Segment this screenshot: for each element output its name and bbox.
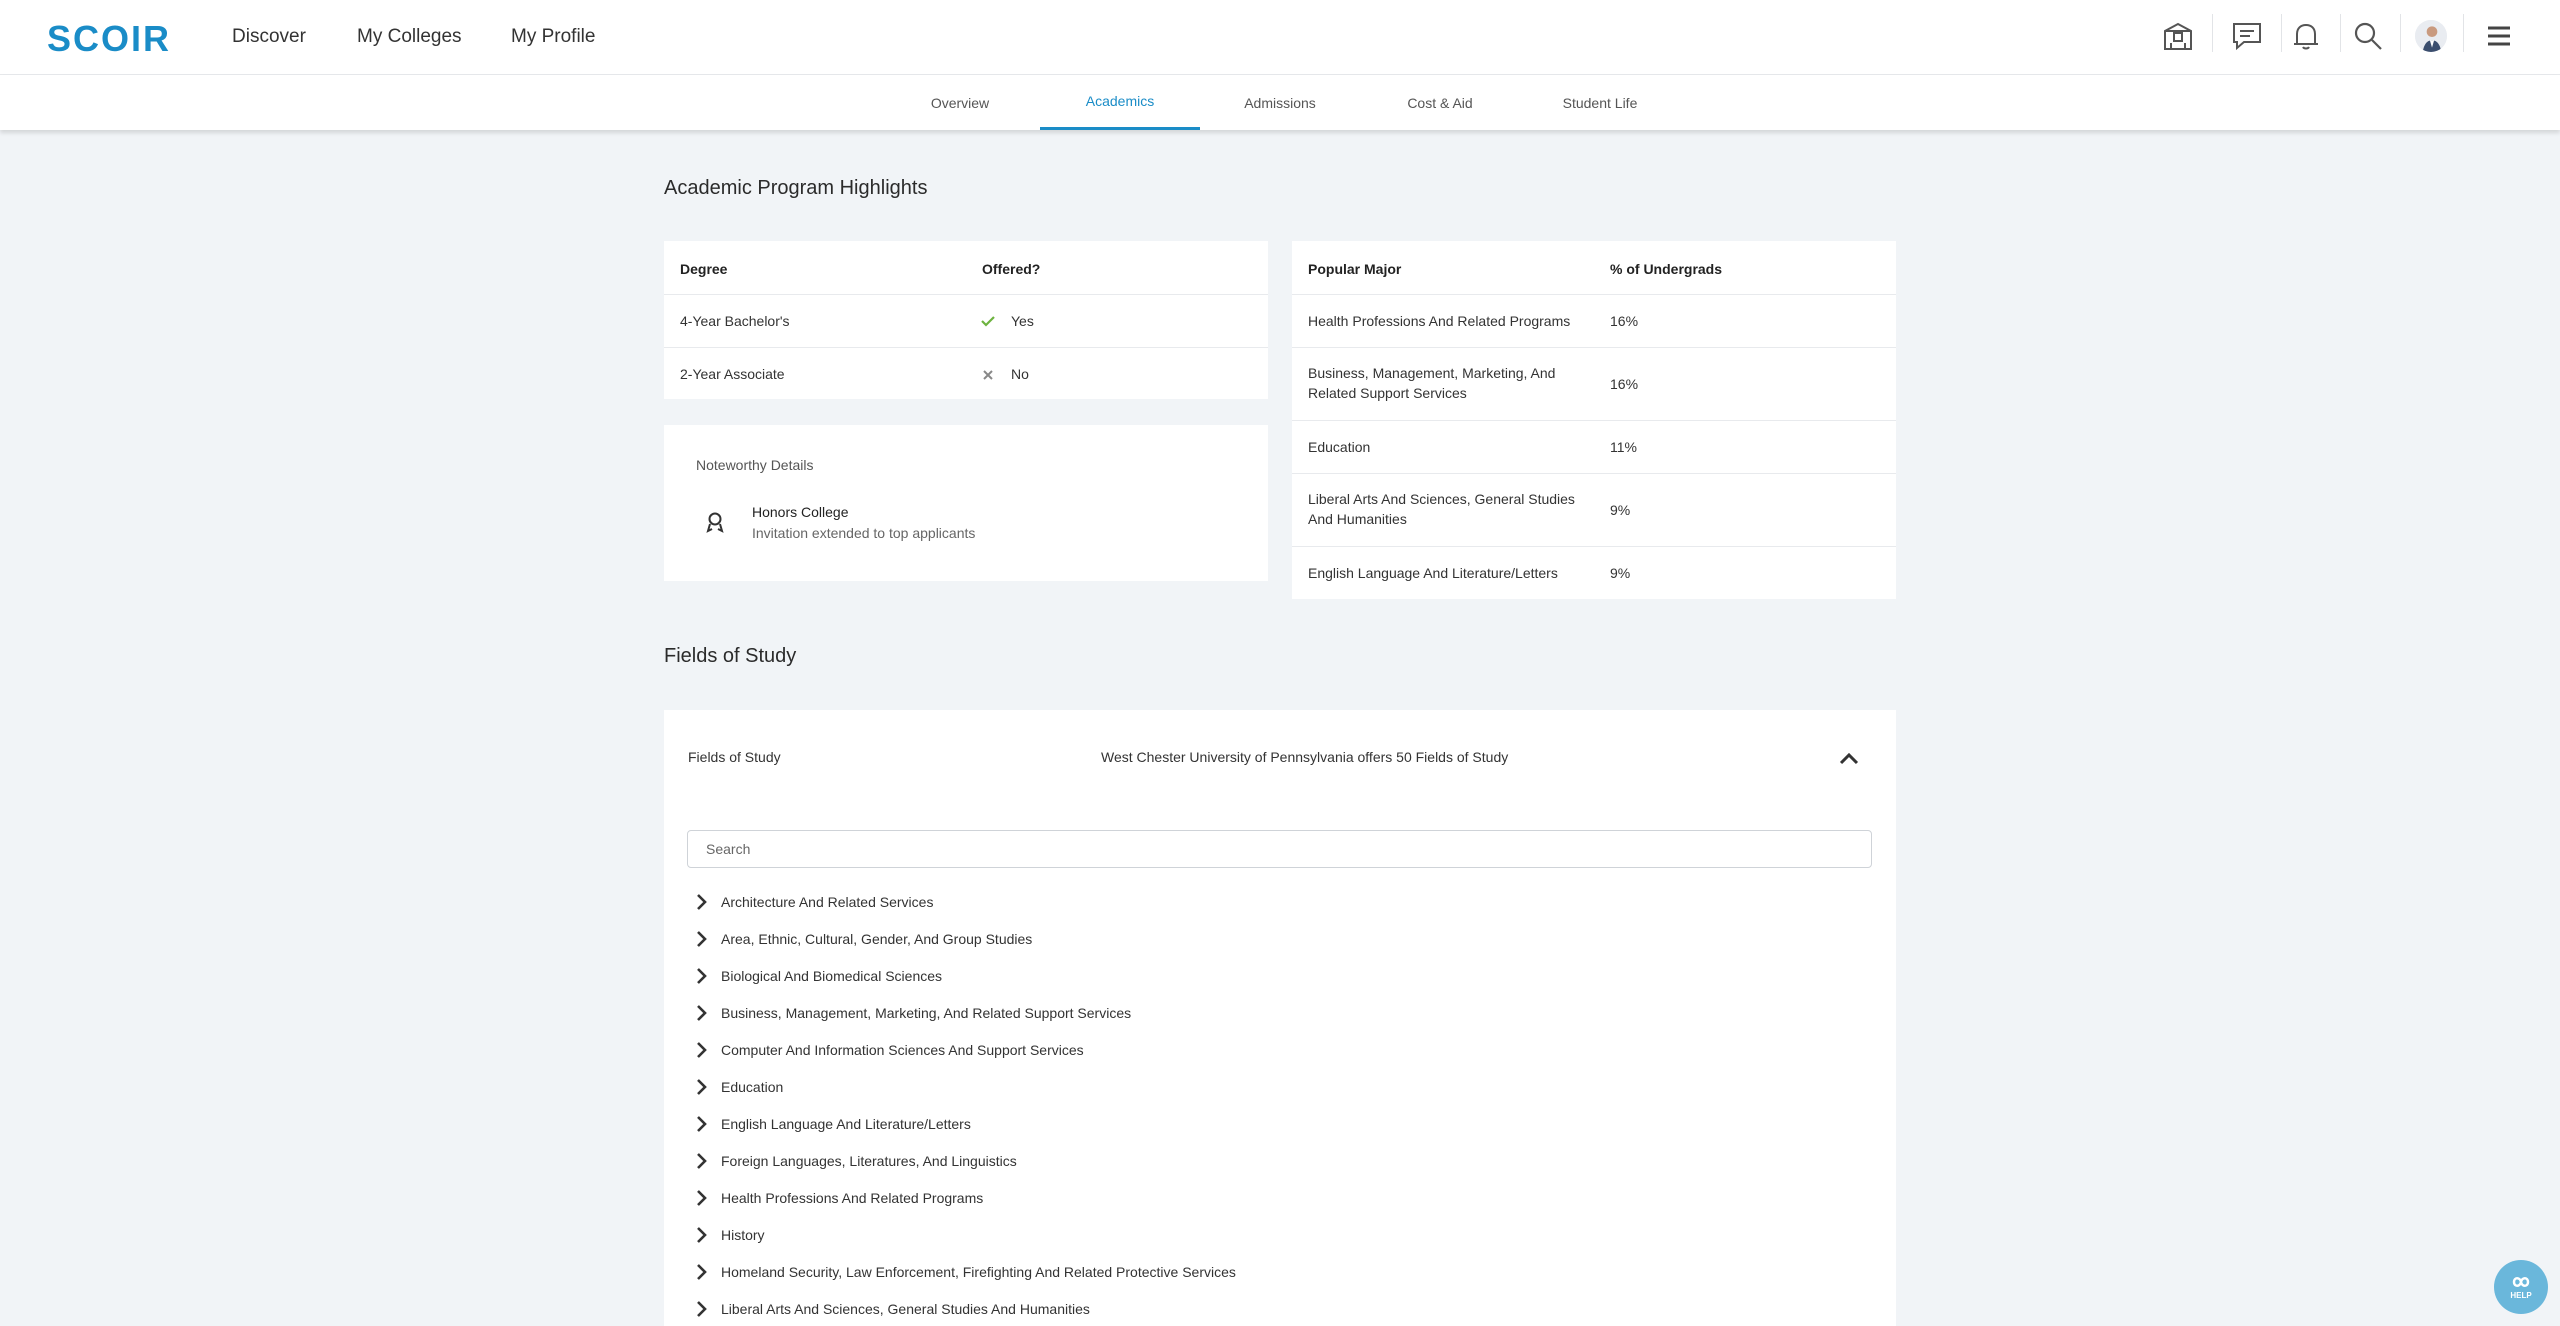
field-label: Foreign Languages, Literatures, And Linguistics <box>721 1153 1017 1169</box>
honors-college-title: Honors College <box>752 504 849 520</box>
degree-cell: 4-Year Bachelor's <box>680 313 790 329</box>
nav-my-profile[interactable]: My Profile <box>511 26 596 47</box>
field-label: Education <box>721 1079 784 1095</box>
check-icon <box>980 313 996 329</box>
avatar[interactable] <box>2409 14 2453 58</box>
table-header-row <box>664 241 1268 295</box>
table-row <box>664 348 1268 399</box>
help-button[interactable] <box>2494 1260 2548 1314</box>
list-item[interactable] <box>690 1257 1236 1287</box>
degree-table <box>664 241 1268 399</box>
chevron-right-icon <box>690 1224 712 1246</box>
chevron-right-icon <box>690 1002 712 1024</box>
chevron-right-icon <box>690 1298 712 1320</box>
field-label: Business, Management, Marketing, And Related Support Services <box>721 1005 1132 1021</box>
chevron-right-icon <box>690 1261 712 1283</box>
table-row <box>1292 547 1896 599</box>
nav-discover[interactable]: Discover <box>232 26 306 47</box>
field-label: Biological And Biomedical Sciences <box>721 968 943 984</box>
major-cell: Education <box>1308 439 1371 455</box>
scoir-logo[interactable]: SCOIR <box>47 18 172 59</box>
list-item[interactable] <box>690 1220 765 1250</box>
chat-icon[interactable] <box>2225 14 2269 58</box>
tab-cost-aid[interactable]: Cost & Aid <box>1407 94 1473 111</box>
chevron-up-icon[interactable] <box>1838 750 1860 766</box>
table-row <box>1292 348 1896 421</box>
major-cell: Liberal Arts And Sciences, General Studies <box>1308 491 1575 507</box>
list-item[interactable] <box>690 1146 1017 1176</box>
list-item[interactable] <box>690 1183 983 1213</box>
list-item[interactable] <box>690 961 942 991</box>
table-row <box>1292 421 1896 474</box>
list-item[interactable] <box>690 887 933 917</box>
highlights-title: Academic Program Highlights <box>664 177 928 199</box>
major-cell: English Language And Literature/Letters <box>1308 565 1558 581</box>
pct-cell: 9% <box>1610 565 1631 581</box>
chevron-right-icon <box>690 1039 712 1061</box>
section-tabs <box>0 75 2560 130</box>
fields-of-study-title: Fields of Study <box>664 645 797 667</box>
pct-undergrads-header: % of Undergrads <box>1610 261 1723 277</box>
list-item[interactable] <box>690 1072 783 1102</box>
chevron-right-icon <box>690 891 712 913</box>
list-item[interactable] <box>690 1294 1090 1324</box>
major-cell: Business, Management, Marketing, And <box>1308 365 1556 381</box>
award-icon <box>706 511 724 533</box>
top-header <box>0 0 2560 75</box>
field-label: History <box>721 1227 765 1243</box>
field-label: English Language And Literature/Letters <box>721 1116 971 1132</box>
list-item[interactable] <box>690 1109 971 1139</box>
tab-admissions[interactable]: Admissions <box>1244 94 1316 111</box>
offered-cell: Yes <box>1011 313 1034 329</box>
noteworthy-card <box>664 425 1268 581</box>
chevron-right-icon <box>690 928 712 950</box>
table-row <box>1292 295 1896 348</box>
popular-major-header: Popular Major <box>1308 261 1402 277</box>
fields-accordion-label: Fields of Study <box>688 749 781 765</box>
help-label: HELP <box>2510 1291 2532 1300</box>
nav-my-colleges[interactable]: My Colleges <box>357 26 462 47</box>
pct-cell: 11% <box>1610 439 1637 455</box>
major-cell: Health Professions And Related Programs <box>1308 313 1571 329</box>
fields-summary: West Chester University of Pennsylvania offers 50 Fields of Study <box>1101 749 1509 765</box>
honors-college-desc: Invitation extended to top applicants <box>752 525 976 541</box>
field-label: Computer And Information Sciences And Support Services <box>721 1042 1084 1058</box>
list-item[interactable] <box>690 998 1131 1028</box>
menu-icon[interactable] <box>2477 14 2521 58</box>
popular-majors-table <box>1292 241 1896 599</box>
offered-header: Offered? <box>982 261 1041 277</box>
noteworthy-title: Noteworthy Details <box>696 457 814 473</box>
chevron-right-icon <box>690 1150 712 1172</box>
fields-search-input[interactable] <box>687 830 1872 868</box>
chevron-right-icon <box>690 965 712 987</box>
major-cell-line2: Related Support Services <box>1308 385 1467 401</box>
offered-cell: No <box>1011 366 1029 382</box>
search-icon[interactable] <box>2346 14 2390 58</box>
major-cell-line2: And Humanities <box>1308 511 1407 527</box>
field-label: Health Professions And Related Programs <box>721 1190 984 1206</box>
chevron-right-icon <box>690 1113 712 1135</box>
table-header-row <box>1292 241 1896 295</box>
x-icon <box>980 367 996 383</box>
infinity-icon <box>2506 1274 2536 1290</box>
tab-student-life[interactable]: Student Life <box>1562 94 1638 111</box>
table-row <box>664 295 1268 348</box>
field-label: Liberal Arts And Sciences, General Studies And Humanities <box>721 1301 1090 1317</box>
bell-icon[interactable] <box>2284 14 2328 58</box>
field-label: Architecture And Related Services <box>721 894 934 910</box>
college-building-icon[interactable] <box>2156 14 2200 58</box>
table-row <box>1292 474 1896 547</box>
list-item[interactable] <box>690 924 1032 954</box>
field-label: Area, Ethnic, Cultural, Gender, And Group Studies <box>721 931 1033 947</box>
pct-cell: 16% <box>1610 313 1639 329</box>
chevron-right-icon <box>690 1076 712 1098</box>
degree-header: Degree <box>680 261 728 277</box>
tab-overview[interactable]: Overview <box>930 94 990 111</box>
list-item[interactable] <box>690 1035 1084 1065</box>
tab-academics[interactable]: Academics <box>1040 75 1200 130</box>
degree-cell: 2-Year Associate <box>680 366 785 382</box>
pct-cell: 16% <box>1610 376 1639 392</box>
field-label: Homeland Security, Law Enforcement, Firefighting And Related Protective Services <box>721 1264 1236 1280</box>
chevron-right-icon <box>690 1187 712 1209</box>
pct-cell: 9% <box>1610 502 1631 518</box>
